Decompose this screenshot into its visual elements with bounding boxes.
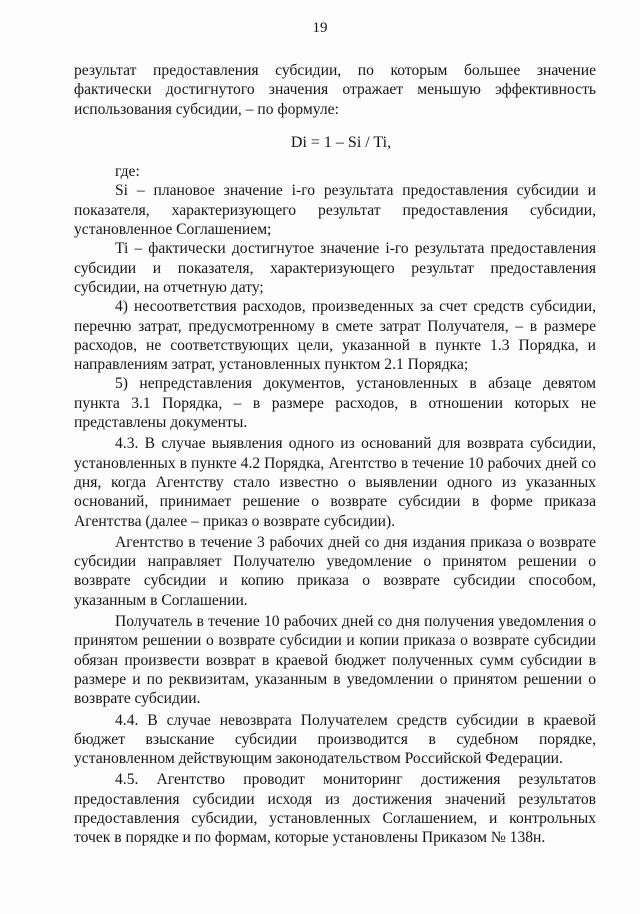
- formula-where-label: где:: [115, 163, 140, 181]
- paragraph-si-definition: Si – плановое значение i-го результата предоставления субсидии и показателя, характеризующего результат предоставления субсидии, установленное Соглашением;: [74, 182, 596, 239]
- paragraph-continuation: результат предоставления субсидии, по которым большее значение фактически достигнутого значения отражает меньшую эффективность использования субсидии, – по формуле:: [74, 62, 596, 118]
- paragraph-ti-definition: Ti – фактически достигнутое значение i-го результата предоставления субсидии и показателя, характеризующего результат предоставления субсидии, на отчетную дату;: [74, 240, 596, 296]
- paragraph-notification: Агентство в течение 3 рабочих дней со дня издания приказа о возврате субсидии направляет Получателю уведомление о принятом решении о возврате субсидии и копию приказа о возврате субсидии способом, указанным в Соглашении.: [74, 533, 596, 609]
- formula: Di = 1 – Si / Ti,: [290, 133, 392, 151]
- paragraph-item-4: 4) несоответствия расходов, произведенных за счет средств субсидии, перечню затрат, предусмотренному в смете затрат Получателя, – в размере расходов, не соответствующих цели, указанной в пункте 1.3 Порядка, и направлениям затрат, установленных пунктом 2.1 Порядка;: [74, 298, 596, 374]
- page-number: 19: [312, 20, 328, 36]
- paragraph-item-5: 5) непредставления документов, установленных в абзаце девятом пункта 3.1 Порядка, – в размере расходов, в отношении которых не представлены документы.: [74, 375, 596, 432]
- paragraph-4-5: 4.5. Агентство проводит мониторинг достижения результатов предоставления субсидии исходя из достижения значений результатов предоставления субсидии, установленных Соглашением, и контрольных точек в порядке и по формам, которые установлены Приказом № 138н.: [74, 771, 596, 847]
- paragraph-4-3: 4.3. В случае выявления одного из оснований для возврата субсидии, установленных в пункте 4.2 Порядка, Агентство в течение 10 рабочих дней со дня, когда Агентству стало известно о выявлении одного из указанных оснований, принимает решение о возврате субсидии в форме приказа Агентства (далее – приказ о возврате субсидии).: [74, 435, 596, 530]
- paragraph-4-4: 4.4. В случае невозврата Получателем средств субсидии в краевой бюджет взыскание субсидии производится в судебном порядке, установленном действующим законодательством Российской Федерации.: [74, 711, 596, 768]
- paragraph-recipient-return: Получатель в течение 10 рабочих дней со дня получения уведомления о принятом решении о возврате субсидии и копии приказа о возврате субсидии обязан произвести возврат в краевой бюджет полученных сумм субсидии в размере и по реквизитам, указанным в уведомлении о принятом решении о возврате субсидии.: [74, 613, 596, 708]
- document-body: [74, 61, 596, 848]
